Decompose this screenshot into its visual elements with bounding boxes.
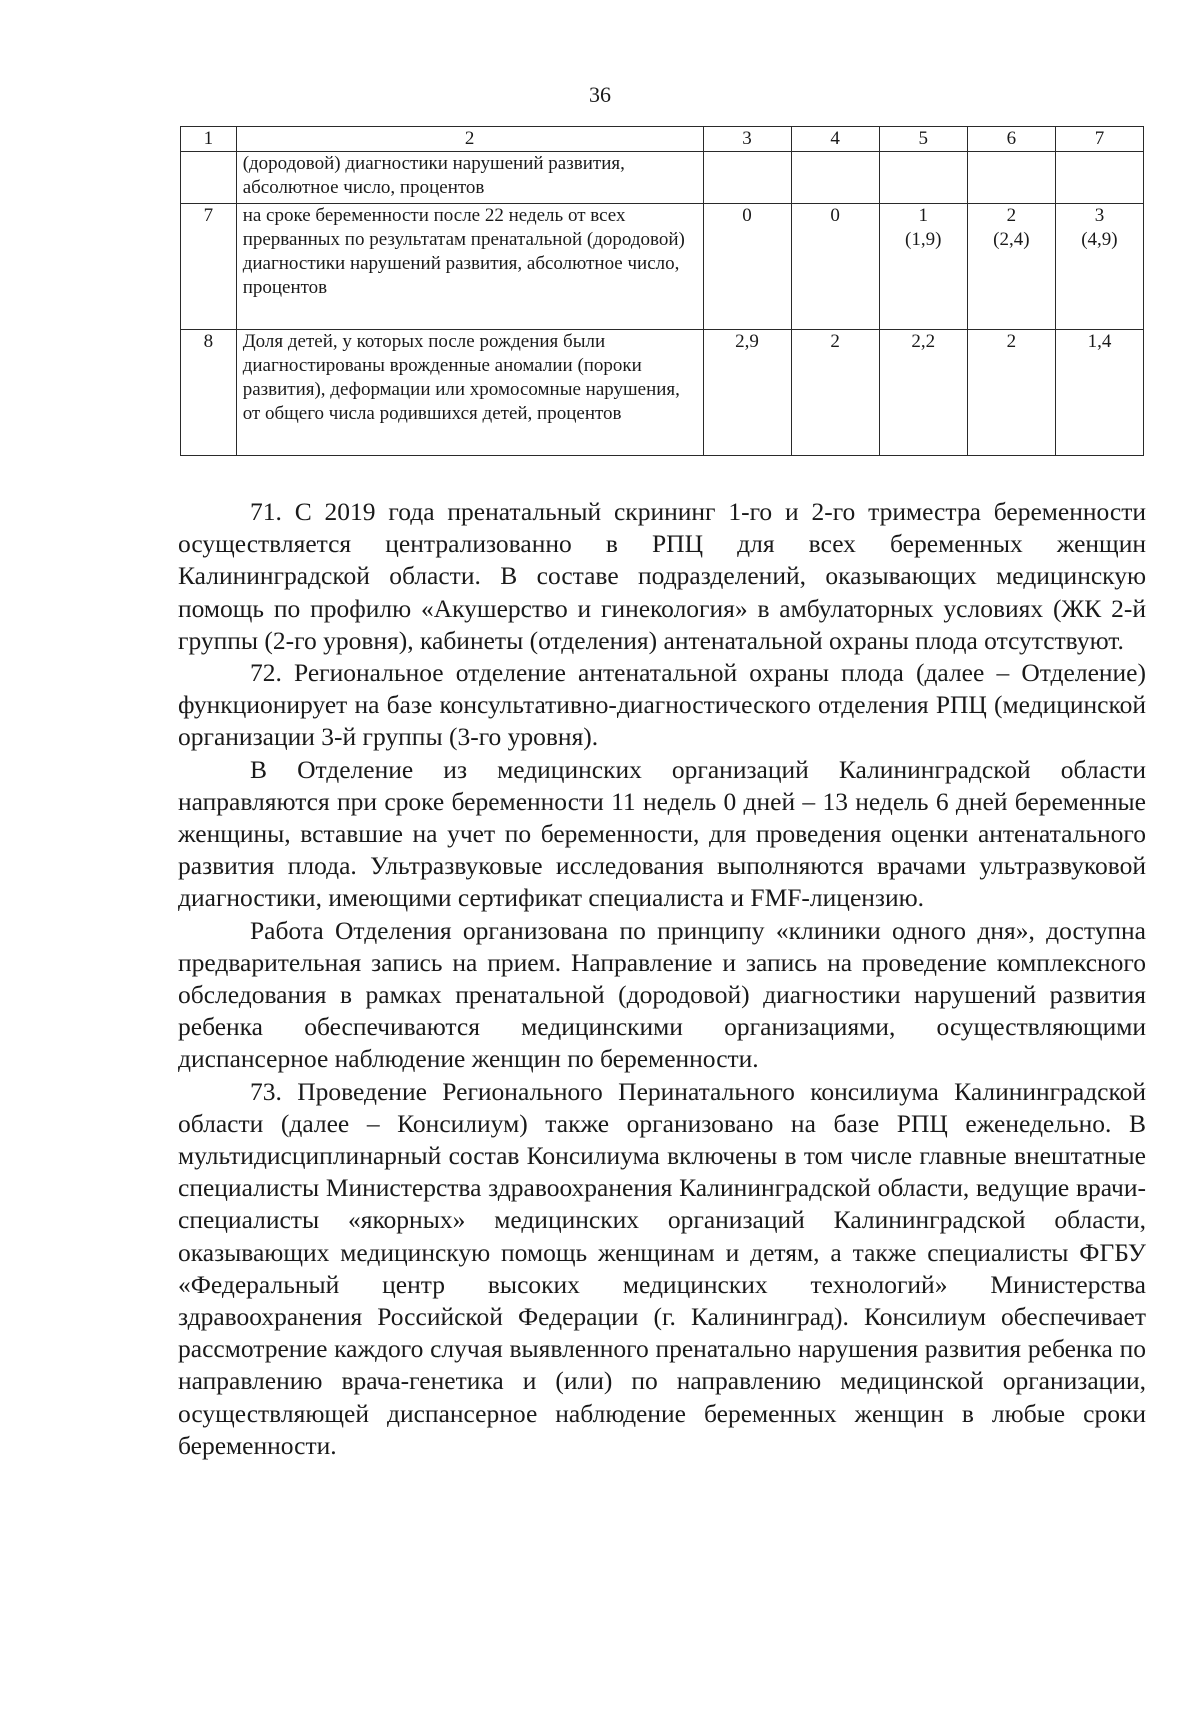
row-value-col7 [1055,330,1143,456]
table-row [181,152,1144,204]
paragraph-71: 71. С 2019 года пренатальный скрининг 1-го и 2-го триместра беременности осуществляется централизованно в РПЦ для всех беременных женщин Калининградской области. В составе подразделений, оказывающих медицинскую помощь по профилю «Акушерство и гинекология» в амбулаторных условиях (ЖК 2-й группы (2-го уровня), кабинеты (отделения) антенатальной охраны плода отсутствуют. [178,497,1146,655]
value-percent: (1,9) [905,229,942,250]
table-row [181,204,1144,330]
row-number [181,152,237,204]
row-description: на сроке беременности после 22 недель от всех прерванных по результатам пренатальной (дородовой) диагностики нарушений развития, абсолютное число, процентов [236,204,703,330]
paragraph-organization: Работа Отделения организована по принципу «клиники одного дня», доступна предварительная запись на прием. Направление и запись на проведение комплексного обследования в рамках пренатальной (дородовой) диагностики нарушений развития ребенка обеспечиваются медицинскими организациями, осуществляющими диспансерное наблюдение женщин по беременности. [178,915,1146,1074]
value-count: 1,4 [1087,331,1112,352]
row-number: 7 [181,204,237,330]
header-cell: 6 [967,127,1055,152]
paragraph-referral: В Отделение из медицинских организаций Калининградской области направляются при сроке беременности 11 недель 0 дней – 13 недель 6 дней беременные женщины, вставшие на учет по беременности, для проведения оценки антенатального развития плода. Ультразвуковые исследования выполняются врачами ультразвуковой диагностики, имеющими сертификат специалиста и FMF-лицензию. [178,754,1146,913]
header-cell: 5 [879,127,967,152]
value-percent: (4,9) [1081,229,1118,250]
value-count: 2 [1006,205,1017,226]
row-number: 8 [181,330,237,456]
value-count: 1 [918,205,928,226]
row-value-col5 [879,330,967,456]
table-header-row [181,127,1144,152]
row-value-col4: 2 [791,330,879,456]
value-count: 2,2 [911,331,936,352]
indicators-table [180,126,1144,456]
document-body [178,496,1146,1462]
paragraph-72: 72. Региональное отделение антенатальной охраны плода (далее – Отделение) функционирует на базе консультативно-диагностического отделения РПЦ (медицинской организации 3-й группы (3-го уровня). [178,658,1146,752]
row-value-col6 [967,204,1055,330]
row-value-col3 [703,152,791,204]
row-description: Доля детей, у которых после рождения были диагностированы врожденные аномалии (пороки развития), деформации или хромосомные нарушения, от общего числа родившихся детей, процентов [236,330,703,456]
row-value-col3: 2,9 [703,330,791,456]
header-cell: 7 [1055,127,1143,152]
row-value-col6 [967,330,1055,456]
row-value-col5 [879,204,967,330]
row-value-col4: 0 [791,204,879,330]
row-value-col6 [967,152,1055,204]
header-cell: 4 [791,127,879,152]
value-count: 3 [1094,205,1105,226]
header-cell: 2 [236,127,703,152]
row-value-col4 [791,152,879,204]
row-value-col7 [1055,204,1143,330]
paragraph-73: 73. Проведение Регионального Перинатального консилиума Калининградской области (далее – Консилиум) также организовано на базе РПЦ еженедельно. В мультидисциплинарный состав Консилиума включены в том числе главные внештатные специалисты Министерства здравоохранения Калининградской области, ведущие врачи-специалисты «якорных» медицинских организаций Калининградской области, оказывающих медицинскую помощь женщинам и детям, а также специалисты ФГБУ «Федеральный центр высоких медицинских технологий» Министерства здравоохранения Российской Федерации (г. Калининград). Консилиум обеспечивает рассмотрение каждого случая выявленного пренатально нарушения развития ребенка по направлению врача-генетика и (или) по направлению медицинской организации, осуществляющей диспансерное наблюдение беременных женщин в любые сроки беременности. [178,1076,1146,1460]
header-cell: 1 [181,127,237,152]
value-count: 2 [1006,331,1017,352]
page-number: 36 [589,82,611,107]
row-value-col7 [1055,152,1143,204]
row-description: (дородовой) диагностики нарушений развития, абсолютное число, процентов [236,152,703,204]
row-value-col5 [879,152,967,204]
row-value-col3: 0 [703,204,791,330]
value-percent: (2,4) [993,229,1030,250]
table-row [181,330,1144,456]
header-cell: 3 [703,127,791,152]
